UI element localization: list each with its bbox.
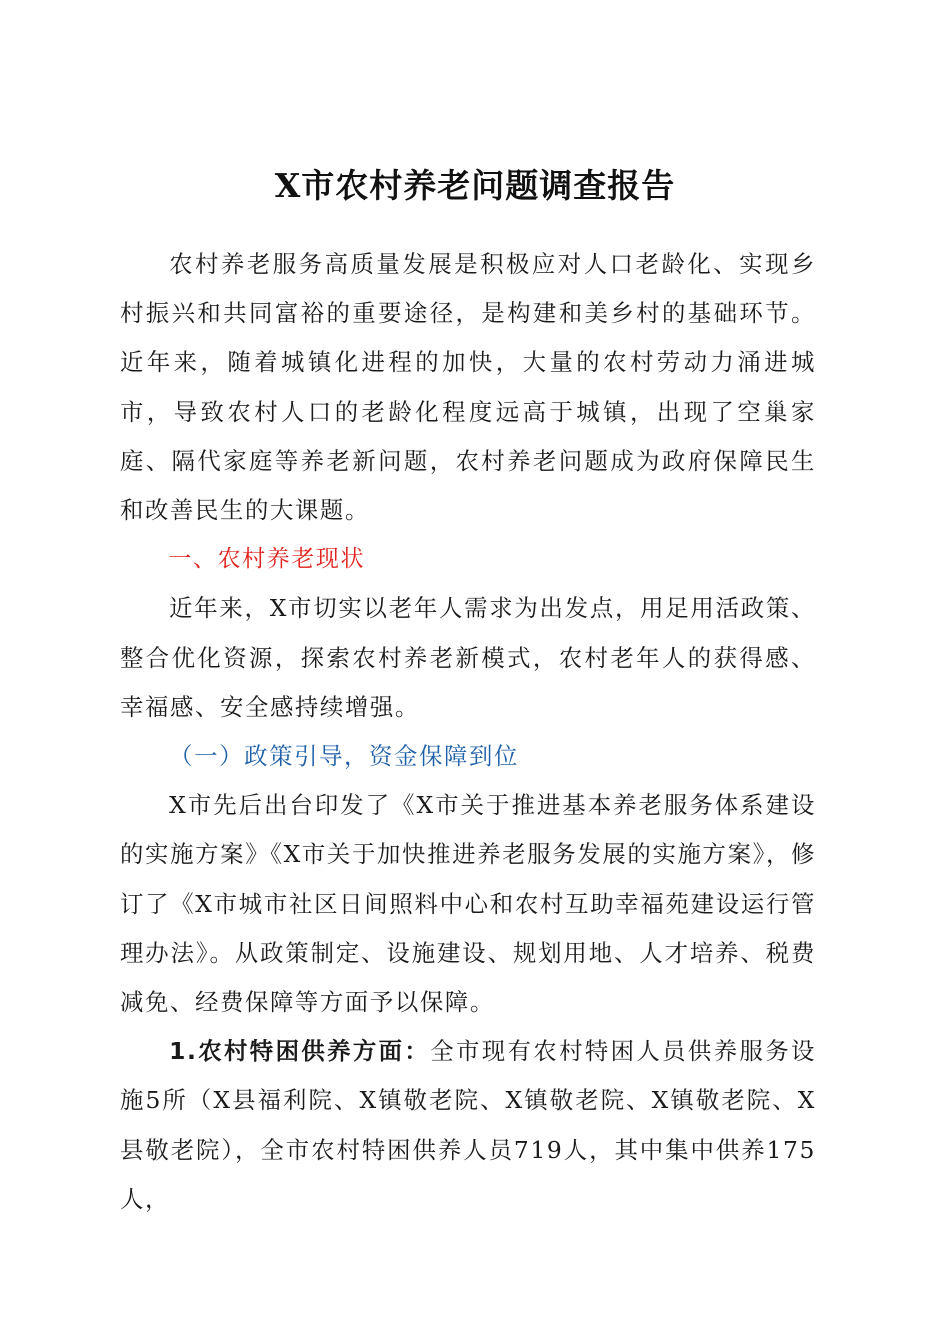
subsection-heading: （一）政策引导，资金保障到位 (169, 742, 519, 771)
item-lead: 1.农村特困供养方面： (169, 1037, 431, 1066)
intro-paragraph: 农村养老服务高质量发展是积极应对人口老龄化、实现乡村振兴和共同富裕的重要途径，是构建和美乡村的基础环节。近年来，随着城镇化进程的加快，大量的农村劳动力涌进城市，导致农村人口的老龄化程度远高于城镇，出现了空巢家庭、隔代家庭等养老新问题，农村养老问题成为政府保障民生和改善民生的大课题。 (120, 250, 816, 525)
document-body (120, 240, 816, 1224)
item-paragraph (120, 1027, 816, 1224)
subsection-paragraph: X市先后出台印发了《X市关于推进基本养老服务体系建设的实施方案》《X市关于加快推进养老服务发展的实施方案》，修订了《X市城市社区日间照料中心和农村互助幸福苑建设运行管理办法》。从政策制定、设施建设、规划用地、人才培养、税费减免、经费保障等方面予以保障。 (120, 791, 816, 1017)
document-title: X市农村养老问题调查报告 (274, 166, 676, 205)
section-paragraph: 近年来，X市切实以老年人需求为出发点，用足用活政策、整合优化资源，探索农村养老新模式，农村老年人的获得感、幸福感、安全感持续增强。 (120, 594, 816, 721)
section-heading: 一、农村养老现状 (168, 546, 366, 573)
item-text: 全市现有农村特困人员供养服务设施5所（X县福利院、X镇敬老院、X镇敬老院、X镇敬老院、X县敬老院），全市农村特困供养人员719人，其中集中供养175人， (120, 1037, 817, 1213)
